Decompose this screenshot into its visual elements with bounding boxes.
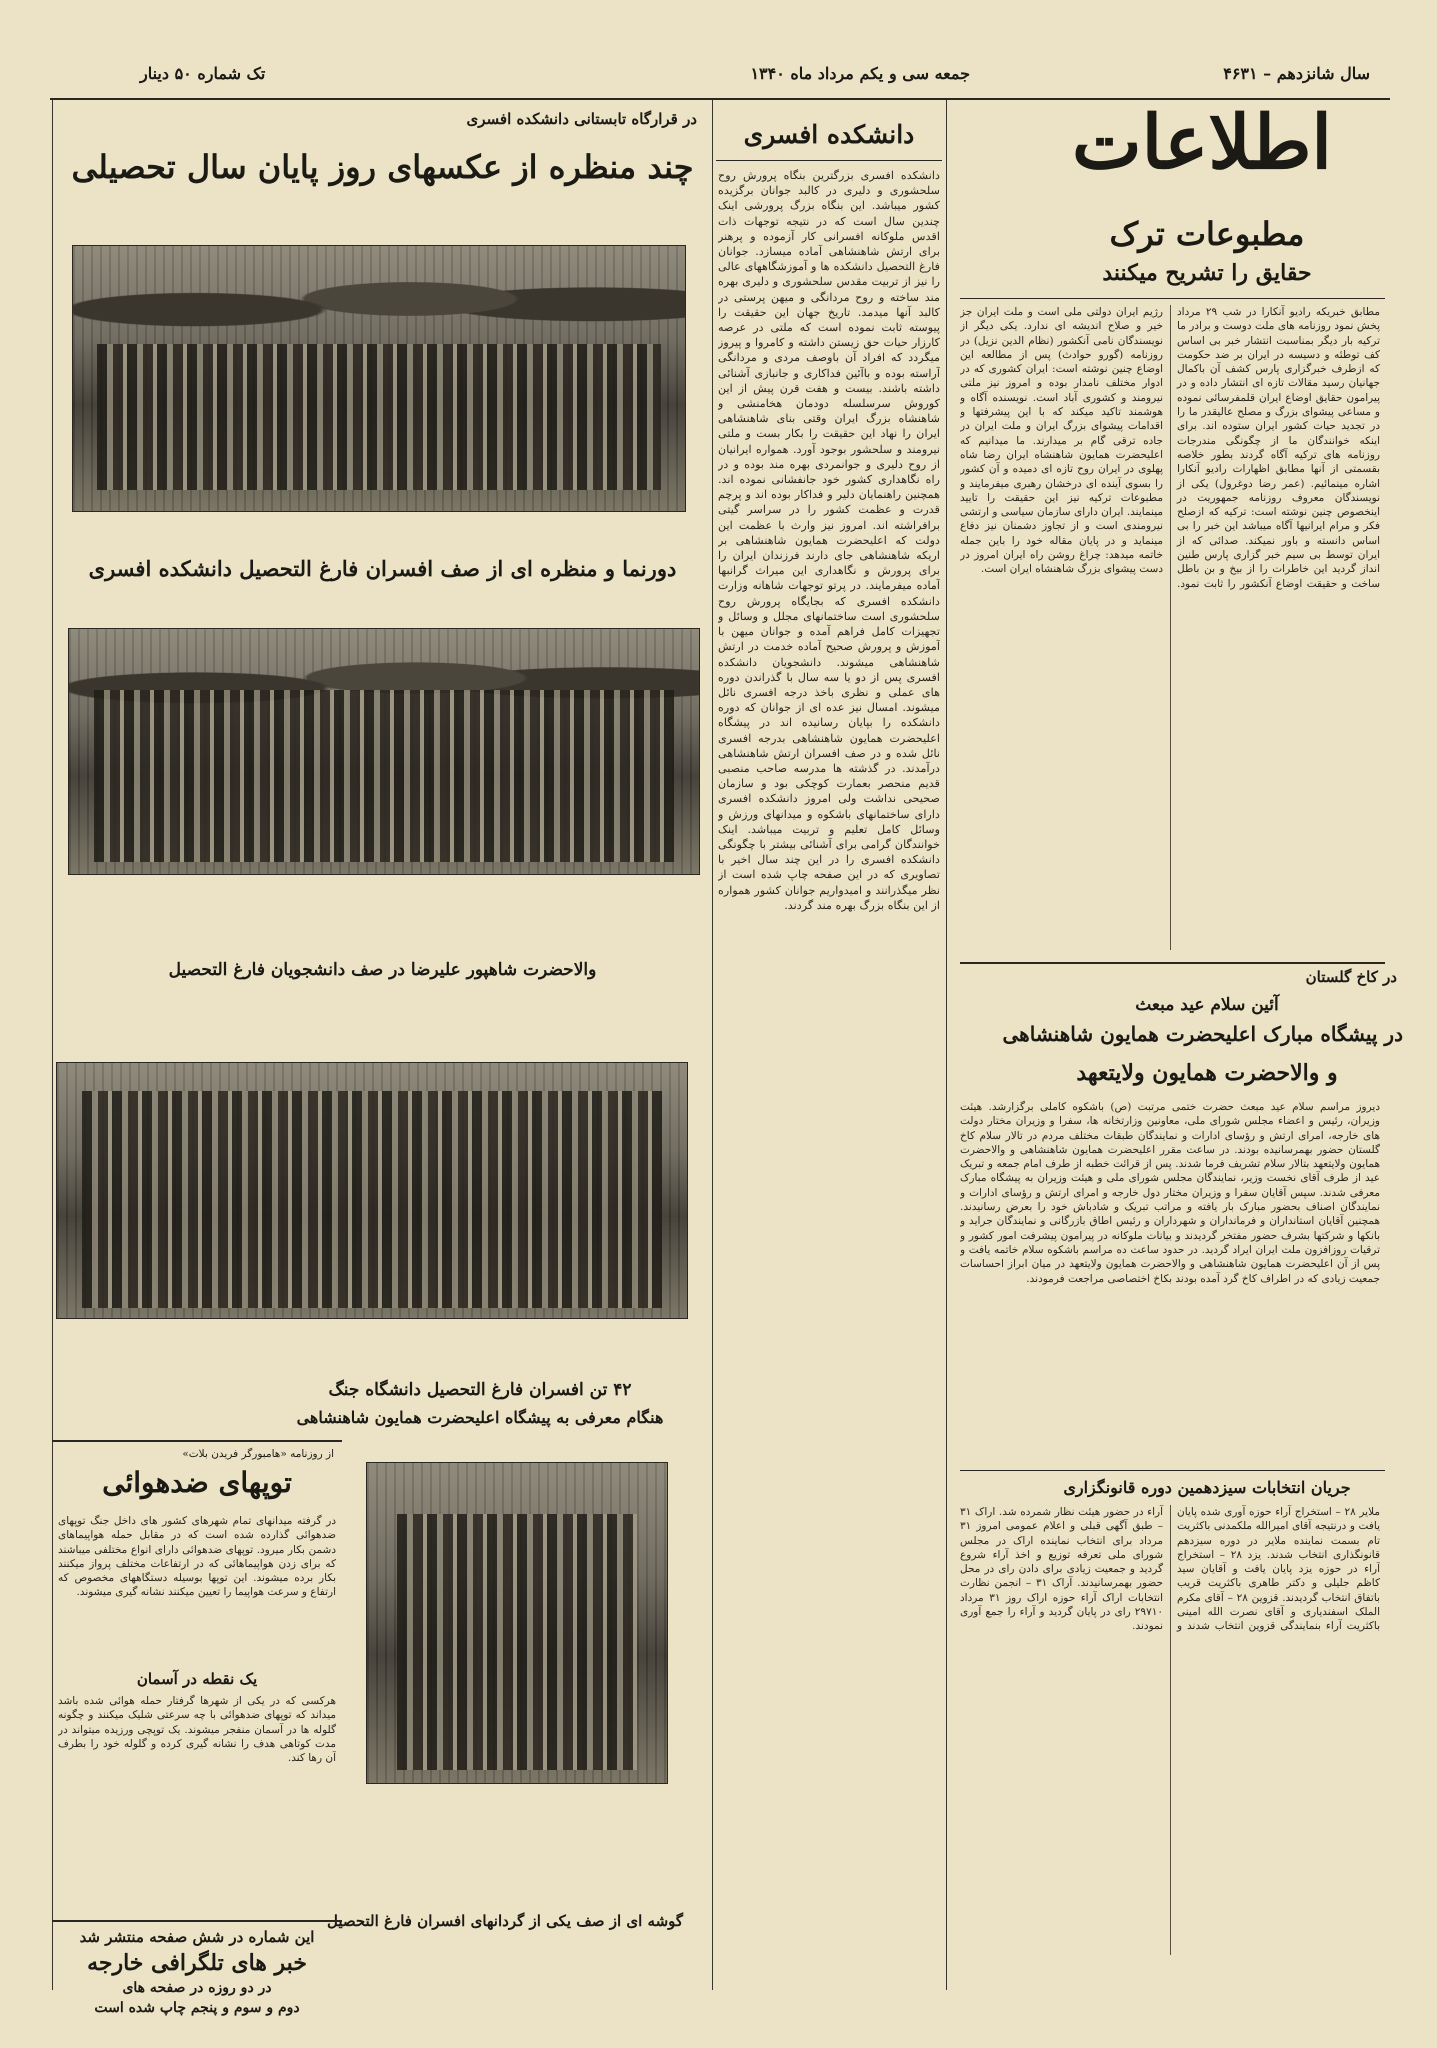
aa-sub-body: هرکسی که در یکی از شهرها گرفتار حمله هوائی شده باشد میداند که توپهای ضدهوائی با چه سرعتی شلیک میکنند و چگونه گلوله ها در آسمان منفجر میشوند. یک توپچی ورزیده میتواند در مدت کوتاهی هدف را نشانه گیری کرده و گلوله خود را بطرف آن رها کند. <box>58 1695 336 1765</box>
golestan-headline-sub: و والاحضرت همایون ولایتعهد <box>1076 1060 1338 1086</box>
elections-top-rule <box>960 1470 1385 1471</box>
issue-line: سال شانزدهم – ۴۶۳۱ <box>1223 64 1370 83</box>
officers-college-body: دانشکده افسری بزرگترین بنگاه پرورش روح سلحشوری و دلیری در کالبد جوانان برگزیده کشور میباشد. این بنگاه بزرگ پرورشی اینک چندین سال است که در نتیجه توجهات ذات اقدس ملوکانه افسرانی کار آزموده و پرهنر برای ارتش شاهنشاهی آماده میسازد. جوانان فارغ التحصیل دانشکده ها و آموزشگاههای عالی را نیز از تربیت مقدس سلحشوری و دلیری بهره مند ساخته و روح مردانگی و میهن پرستی در کالبد آنها میدمد. تاریخ جهان این حقیقت را پیوسته ثابت نموده است که ملتی در عرصه کارزار حیات حق زیستن داشته و کامروا و پیروز میگردد که افراد آن باوصف مردی و مردانگی آراسته بوده و باآئین فداکاری و جانبازی آشنائی داشته باشند. بیست و هفت قرن پیش از این کوروش سرسلسله دودمان هخامنشی و شاهنشاه بزرگ ایران وقتی بنای شاهنشاهی ایران را نهاد این حقیقت را بکار بست و ملتی نیرومند و سلحشور بوجود آورد. همواره ایرانیان از روح دلیری و جوانمردی بهره مند بوده و در راه نگاهداری کشور خود جانفشانی نموده اند. همچنین راهنمایان دلیر و فداکار بوده اند و پرچم قدرت و عظمت کشور را در سراسر گیتی برافراشته اند. امروز نیز وارث با عظمت این دولت که اعلیحضرت همایون شاهنشاهی بر اریکه شاهنشاهی جای دارند فرزندان ایران را برای پرورش و نگاهداری این میراث گرانبها آماده میفرمایند. در پرتو توجهات شاهانه وزارت دانشکده افسری که بجایگاه پرورش روح سلحشوری است ساختمانهای مجلل و وسائل و تجهیزات کامل فراهم آمده و جوانان میهن با آموزش و پرورش صحیح آماده خدمت در ارتش شاهنشاهی میشوند. دانشجویان دانشکده افسری پس از دو یا سه سال با گذراندن دوره های عملی و نظری باخذ درجه افسری نائل میشوند. امسال نیز عده ای از جوانان که دوره دانشکده را بپایان رسانیده اند در پیشگاه اعلیحضرت همایون شاهنشاهی بدرجه افسری نائل شده و در صف افسران ارتش شاهنشاهی درآمدند. در گذشته ها مدرسه صاحب منصبی قدیم منحصر بعمارت کوچکی بود و سازمان صحیحی نداشت ولی امروز دانشکده افسری دارای ساختمانهای باشکوه و میدانهای ورزش و وسائل کامل تعلیم و تربیت میباشد. اینک خوانندگان گرامی برای آشنائی بیشتر با چگونگی دانشکده افسری را در این چند سال اخیر با تصاویری که در این صفحه چاپ شده است از نظر میگذرانند و امیدواریم جوانان کشور همواره از این بنگاه بزرگ بهره مند گردند. <box>718 169 940 912</box>
officers-college-headline: دانشکده افسری <box>743 120 915 149</box>
date-line: جمعه سی و یکم مرداد ماه ۱۳۴۰ <box>750 64 970 83</box>
turk-press-rule <box>960 298 1385 299</box>
footer-note-line4: دوم و سوم و پنجم چاپ شده است <box>94 2000 300 2016</box>
golestan-headline-main: در پیشگاه مبارک اعلیحضرت همایون شاهنشاهی <box>1002 1022 1403 1046</box>
caption-officers-lineup: دورنما و منظره ای از صف افسران فارغ التحصیل دانشکده افسری <box>88 556 677 581</box>
photo-section-headline: چند منظره از عکسهای روز پایان سال تحصیلی <box>71 148 694 186</box>
elections-headline: جریان انتخابات سیزدهمین دوره قانونگزاری <box>1063 1478 1351 1497</box>
photo-salute-row <box>56 1062 688 1319</box>
photo-section-kicker: در قرارگاه تابستانی دانشکده افسری <box>466 110 697 128</box>
caption-battalion: گوشه ای از صف یکی از گردانهای افسران فارغ التحصیل <box>326 1912 684 1930</box>
aa-body: در گرفته میدانهای تمام شهرهای کشور های داخل جنگ توپهای ضدهوائی گذارده شده است که در مقابل حمله هواپیماهای دشمن بکار میرود. توپهای ضدهوائی دارای انواع مختلفی میباشند که برای زدن هواپیماهائی که در ارتفاعات مختلف پرواز میکنند بکار برده میشوند. این توپها بوسیله دستگاههای مخصوص که ارتفاع و سرعت هواپیما را تعیین میکنند نشانه گیری میشوند. <box>58 1515 336 1599</box>
turk-press-subhead: حقایق را تشریح میکنند <box>1102 260 1312 286</box>
caption-war-college-line2: هنگام معرفی به پیشگاه اعلیحضرت همایون شاهنشاهی <box>296 1408 664 1427</box>
newspaper-logo <box>1007 100 1397 200</box>
turk-press-body: مطابق خبریکه رادیو آنکارا در شب ۲۹ مرداد پخش نمود روزنامه های ملت دوست و برادر ما ترکیه بار دیگر بمناسبت انتشار خبر بی اساس کف توطئه و دسیسه در ایران بر ضد حکومت که ازطرف خبرگزاری پارس کشف آن باکمال جهانیان رسید مقالات تازه ای انتشار داده و در پیرامون حقایق اوضاع ایران قلمفرسائی نموده و مساعی پیشوای بزرگ و مصلح عالیقدر ما را در تجدید حیات کشور ایران ستوده اند. برای اینکه خوانندگان ما از چگونگی مندرجات روزنامه های ترکیه آگاه گردند بطور خلاصه بقسمتی از آنها مطابق اظهارات رادیو آنکارا اشاره مینمائیم. (عمر رضا دوغرول) یکی از نویسندگان معروف روزنامه جمهوریت در اینخصوص چنین نوشته است: ترکیه که ازصلح فکر و مرام ایرانیها آگاه میباشد این خبر را بی اساس دانسته و باور نمیکند. صدائی که از ایران توسط بی سیم خبر گزاری پارس طنین انداز گردید این خاطرات را از بیخ و بن باطل ساخت و حقیقت اوضاع آنکشور را ثابت نمود. رژیم ایران دولتی ملی است و ملت ایران جز خیر و صلاح اندیشه ای ندارد. یکی دیگر از نویسندگان نامی آنکشور (نظام الدین نزیل) در روزنامه (گورو حوادث) پس از مطالعه این اوضاع چنین نوشته است: ایران کشوری که در ادوار مختلف نامدار بوده و امروز نیز ملتی نیرومند و کشوری آباد است. نویسنده آگاه و هوشمند تاکید میکند که با این پیشرفتها و اقدامات پیشوای بزرگ ایران و ملت ایران در جاده ترقی گام بر میدارند. ما میدانیم که اعلیحضرت همایون شاهنشاه ایران رضا شاه پهلوی در ایران روح تازه ای دمیده و آن کشور را بسوی آینده ای درخشان رهبری میفرمایند و مطبوعات ترکیه نیز این حقیقت را تایید مینمایند. ایران دارای سازمان سیاسی و ارتشی نیرومندی است و از تجاوز دشمنان نیز دفاع مینماید و در پایان مقاله خود را باین جمله خاتمه میدهد: چراغ روشن راه ایران امروز در دست پیشوای بزرگ شاهنشاه ایران است. <box>960 306 1380 590</box>
caption-prince-alireza: والاحضرت شاهپور علیرضا در صف دانشجویان فارغ التحصیل <box>168 960 597 980</box>
aa-sub-headline: یک نقطه در آسمان <box>136 1670 258 1688</box>
aa-headline: توپهای ضدهوائی <box>102 1466 292 1499</box>
aa-box <box>52 1440 342 1902</box>
footer-note <box>52 1920 342 2022</box>
price-line: تک شماره ۵۰ دینار <box>140 64 266 83</box>
officers-college-rule <box>716 160 942 161</box>
golestan-kicker: در کاخ گلستان <box>1305 968 1397 986</box>
photo-officers-lineup <box>68 628 700 875</box>
golestan-headline-top: آئین سلام عید مبعث <box>1135 995 1279 1015</box>
masthead-date-bar <box>100 60 1390 88</box>
column-rule-1 <box>946 100 947 1990</box>
elections-body: ملایر ۲۸ – استخراج آراء حوزه آوری شده پایان یافت و درنتیجه آقای امیرالله ملکمدنی باکثریت تام بسمت نماینده ملایر در دوره سیزدهم قانونگذاری انتخاب شدند. یزد ۲۸ – استخراج آراء در حوزه یزد پایان یافت و آقایان سید کاظم جلیلی و دکتر طاهری باکثریت قریب باتفاق انتخاب گردیدند. قزوین ۲۸ – آقای مکرم الملک اسفندیاری و آقای نصرت الله امینی باکثریت آراء بنمایندگی قزوین انتخاب شدند و آراء در حضور هیئت نظار شمرده شد. اراک ۳۱ – طبق آگهی قبلی و اعلام عمومی امروز ۳۱ مرداد برای انتخاب نماینده اراک در مجلس شورای ملی تعرفه توزیع و اخذ آراء شروع گردید و جمعیت زیادی برای دادن رای در محل حضور بهمرسانیدند. آراک ۳۱ – انجمن نظارت انتخابات اراک آراء حوزه اراک روز ۳۱ مرداد ۲۹۷۱۰ رای در پایان گردید و آراء را جمع آوری نمودند. <box>960 1506 1380 1633</box>
photo-ceremony-overview <box>72 245 686 512</box>
golestan-top-rule <box>960 962 1385 964</box>
caption-war-college-line1: ۴۲ تن افسران فارغ التحصیل دانشگاه جنگ <box>328 1380 632 1400</box>
footer-note-line2: خبر های تلگرافی خارجه <box>87 1950 307 1976</box>
footer-note-line3: در دو روزه در صفحه های <box>122 1980 272 1996</box>
golestan-body: دیروز مراسم سلام عید مبعث حضرت ختمی مرتبت (ص) باشکوه کاملی برگزارشد. هیئت وزیران، رئیس و اعضاء مجلس شورای ملی، معاونین وزارتخانه ها، سفرا و وزیران مختار دولت های خارجه، امرای ارتش و رؤسای ادارات و نمایندگان طبقات مختلف مردم در تالار سلام کاخ گلستان حضور بهمرسانیده بودند. در ساعت مقرر اعلیحضرت همایون شاهنشاهی و والاحضرت همایون ولایتعهد بتالار سلام تشریف فرما شدند. پس از قرائت خطبه از طرف امام جمعه و تبریک عید از طرف آقای نخست وزیر، نمایندگان مجلس شورای ملی و هیئت وزیران به پیشگاه مبارک معرفی شدند. سپس آقایان سفرا و وزیران مختار دول خارجه و امرای ارتش و رؤسای ادارات و نمایندگان اصناف بحضور مبارک بار یافته و مراتب تبریک و شادباش خود را بعرض رسانیدند. همچنین آقایان استانداران و فرمانداران و شهرداران و رئیس اطاق بازرگانی و نمایندگان جراید و بانکها و شرکتها بشرف حضور مفتخر گردیدند و بیانات ملوکانه در پیرامون پیشرفت امور کشور و ترقیات روزافزون ملت ایران ایراد گردید. در حدود ساعت ده مراسم باشکوه سلام خاتمه یافت و پس از آن اعلیحضرت همایون شاهنشاهی و والاحضرت همایون ولایتعهد در میان ابراز احساسات جمعیت زیادی که در اطراف کاخ گرد آمده بودند بکاخ اختصاصی مراجعت فرمودند. <box>960 1101 1380 1285</box>
turk-press-headline: مطبوعات ترک <box>1109 215 1305 253</box>
photo-battalion-rifles <box>366 1462 668 1784</box>
column-rule-2 <box>712 100 713 1990</box>
aa-kicker: از روزنامه «هامبورگر فریدن بلات» <box>182 1448 334 1460</box>
logo-text: اطلاعات <box>1072 100 1332 186</box>
footer-note-line1: این شماره در شش صفحه منتشر شد <box>79 1928 315 1946</box>
